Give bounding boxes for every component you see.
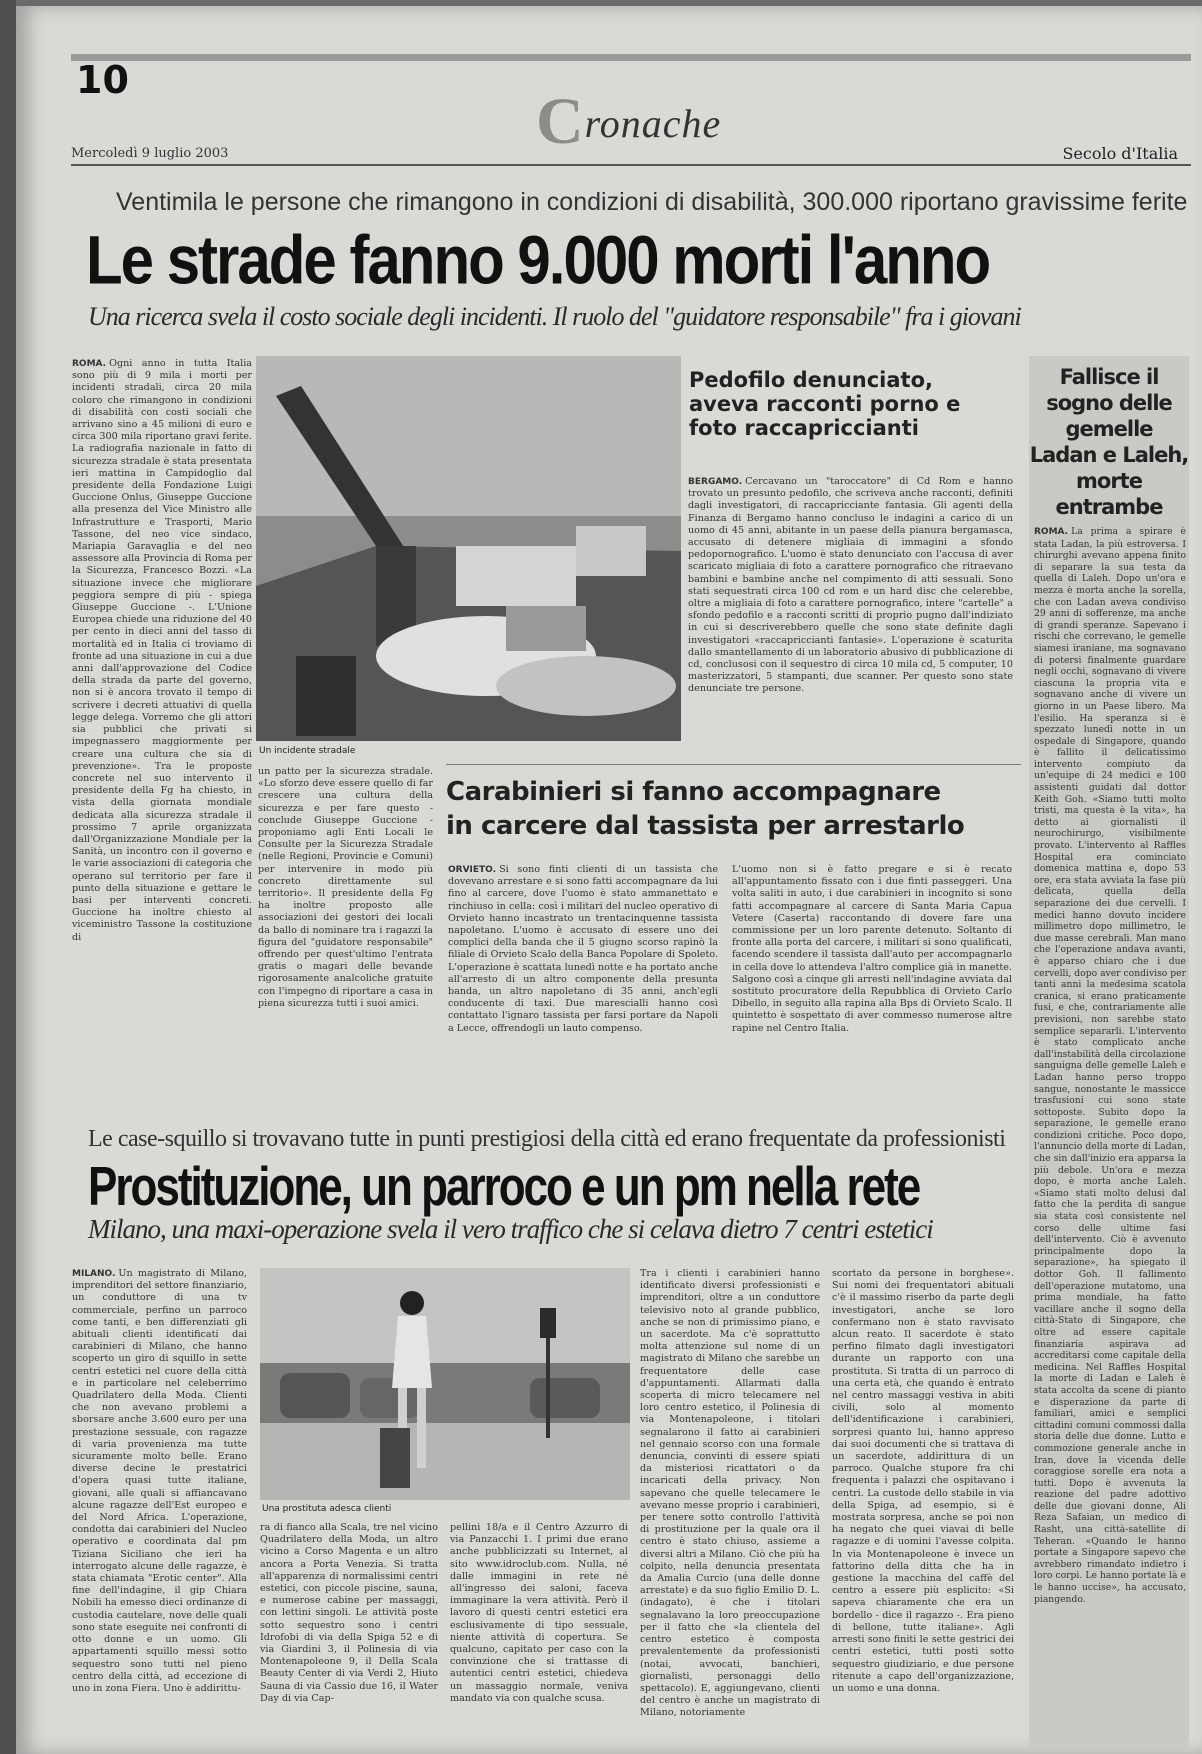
pedofilo-text: Cercavano un "taroccatore" di Cd Rom e hanno trovato un presunto pedofilo, che scriveva anche racconti, definiti dagli investigatori, di raccapricciante fantasia. Gli agenti della Finanza di Bergamo hanno concluso le indagini a carico di un uomo di 45 anni, abitante in un paese della pianura bergamasca, accusato di detenere migliaia di immagini a sfondo pedopornografico. L'uomo è stato denunciato con l'accusa di aver scaricato migliaia di foto a carattere pornografico che ritraevano bambini e bambine anche nel compimento di atti sessuali. Sono stati sequestrati circa 100 cd rom e un hard disc che celerebbe, oltre a migliaia di foto a carattere pornografico, intere "cartelle" a sfondo pedofilo e a racconti scritti di proprio pugno dall'indiziato in cui si descriverebbero quelle che sono state definite dagli investigatori «raccapriccianti fantasie». L'operazione è scaturita dallo smantellamento di un laboratorio abusivo di pubblicazione di cd, conclusosi con il sequestro di circa 10 mila cd, 5 computer, 10 masterizzatori, 5 stampanti, due scanner. Per questo sono state denunciate tre persone.	[688, 476, 1013, 695]
gemelle-article	[1034, 526, 1186, 1751]
prostituzione-text-2: ra di fianco alla Scala, tre nel vicino Quadrilatero della Moda, un altro vicino a Corso Magenta e un altro ancora a Porta Venezia. Si tratta all'apparenza di normalissimi centri estetici, con piccole piscine, sauna, e numerose cabine per massaggi, con lettini singoli. Le attività poste sotto sequestro sono i centri Idrofobi di via della Spiga 52 e di via Giardini 3, il Polinesia di via Montenapoleone 9, il Della Scala Beauty Center di via Verdi 2, Hiuto Sauna di via Cassio due 16, il Water Day di via Cap-	[260, 1522, 438, 1704]
dateline: Mercoledì 9 luglio 2003	[71, 146, 229, 161]
prostituzione-dateline: MILANO.	[72, 1269, 116, 1279]
prostituzione-text-1: Un magistrato di Milano, imprenditori del settore finanziario, un conduttore di una tv commerciale, perfino un parroco come tanti, e ben differenziati gli abituali clienti identificati dai carabinieri di Milano, che hanno scoperto un giro di squillo in sette centri estetici nel cuore della città e in particolare nel celeberrimo Quadrilatero della Moda. Clienti che non avevano problemi a sborsare anche 3.600 euro per una prestazione sessuale, con ragazze di varia provenienza ma tutte sicuramente molto belle. Erano diverse decine le prestatrici d'opera quasi tutte italiane, giovani, alle quali si affiancavano alcune ragazze dell'Est europeo e del Nord Africa. L'operazione, condotta dai carabinieri del Nucleo operativo e coordinata dal pm Tiziana Siciliano che ieri ha interrogato alcune delle ragazze, è stata chiamata "Erotic center". Alla fine dell'indagine, il gip Chiara Nobili ha emesso dieci ordinanze di custodia cautelare, nove delle quali sono state eseguite nei confronti di otto donne e un uomo. Gli appartamenti squillo messi sotto sequestro sono tutti nel pieno centro della città, ad eccezione di uno in zona Fiera. Uno è addirittu-	[72, 1268, 247, 1694]
newspaper-name: Secolo d'Italia	[1062, 144, 1178, 163]
prostitute-photo	[260, 1268, 630, 1500]
main-story-column-1	[72, 358, 252, 1083]
prostituzione-column-2	[260, 1522, 438, 1748]
top-bar	[71, 54, 1191, 61]
carabinieri-column-1	[448, 864, 718, 1084]
prostituzione-text-5: scortato da persone in borghese». Sui nomi dei frequentatori abituali c'è il massimo riserbo da parte degli investigatori, anche se loro confermano non è stato ravvisato alcun reato. Il sacerdote è stato perfino filmato dagli investigatori durante un rapporto con una prostituta. Si tratta di un parroco di una certa età, che quando è entrato nel centro massaggi vestiva in abiti civili, solo al momento dell'identificazione i carabinieri, sorpresi quanto lui, hanno appreso dai suoi documenti che si trattava di un sacerdote, addirittura di un parroco. Qualche stupore fra chi frequenta i palazzi che ospitavano i centri. La custode dello stabile in via della Spiga, ad esempio, si è mostrata sorpresa, anche se poi non ha negato che quei viavai di belle ragazze e di uomini l'avesse colpita. In via Montenapoleone è invece un fattorino della ditta che ha in gestione la macchina del caffè del centro a essere più esplicito: «Si sapeva chiaramente che era un bordello - dice il ragazzo -. Era pieno di bellone, tutte italiane». Agli arresti sono finiti le sette gestrici dei centri estetici, tutti posti sotto sequestro giudiziario, e due persone ritenute a capo dell'organizzazione, un uomo e una donna.	[832, 1268, 1014, 1694]
main-story-text-1: Ogni anno in tutta Italia sono più di 9 mila i morti per incidenti stradali, circa 20 mila coloro che rimangono in condizioni di disabilità con costi sociali che arrivano sino a 45 milioni di euro e circa 300 mila riportano gravi ferite. La radiografia nazionale in fatto di sicurezza stradale è stata presentata ieri mattina in Campidoglio dal presidente della Fondazione Luigi Guccione Onlus, Giuseppe Guccione alla presenza del Vice Ministro alle Infrastrutture e Trasporti, Mario Tassone, del neo vice sindaco, Mariapia Garavaglia e del neo assessore alla Provincia di Roma per la Sicurezza, Francesco Bozzi. «La situazione invece che migliorare peggiora sempre di più - spiega Giuseppe Guccione -. L'Unione Europea chiede una riduzione del 40 per cento in dieci anni del tasso di mortalità ed in Italia ci troviamo di fronte ad una situazione in cui a due anni dall'approvazione del Codice della strada da parte del governo, non si è ancora trovato il tempo di scrivere i decreti attuativi di quella legge delega. Vorremo che gli attori sia pubblici che privati si impegnassero maggiormente per creare una cultura che sia di prevenzione». Tra le proposte concrete nel suo intervento il presidente della Fg ha chiesto, in vista della giornata mondiale dedicata alla sicurezza stradale il prossimo 7 aprile organizzata dall'Organizzazione Mondiale per la Sanità, un incontro con il governo e le varie associazioni di categoria che operano sul territorio per fare il punto della situazione e gettare le basi per interventi concreti. Guccione ha inoltre chiesto al viceministro Tassone la costituzione di	[72, 358, 252, 943]
carabinieri-text-1: Si sono finti clienti di un tassista che dovevano arrestare e si sono fatti accompagnare da lui fino al carcere, dove l'uomo è stato ammanettato e rinchiuso in cella: così i militari del nucleo operativo di Orvieto hanno incastrato un trentacinquenne tassista napoletano. L'uomo è accusato di essere uno dei complici della banda che il 5 giugno scorso rapinò la filiale di Orvieto Scalo della Banca Popolare di Spoleto. L'operazione è scattata lunedì notte e ha portato anche all'arresto di un altro componente della presunta banda, un altro napoletano di 35 anni, anch'egli conducente di taxi. Due marescialli hanno così contattato l'ignaro tassista per farsi portare da Napoli a Lecce, offrendogli un lauto compenso.	[448, 864, 718, 1034]
section-rest: ronache	[584, 101, 722, 146]
binding-gutter	[0, 0, 16, 1754]
prostituzione-text-4: Tra i clienti i carabinieri hanno identificato diversi professionisti e imprenditori, oltre a un conduttore televisivo noto al grande pubblico, anche se non di primissimo piano, e un sacerdote. Ma c'è soprattutto molta attenzione sul nome di un magistrato di Milano che sarebbe un frequentatore delle case d'appuntamenti. Allarmati dalla scoperta di micro telecamere nel loro centro estetico, il Polinesia di via Montenapoleone, i titolari segnalarono il fatto ai carabinieri nel gennaio scorso con una formale denuncia, convinti di essere spiati da misteriosi ricattatori o da incaricati della privacy. Non sapevano che quelle telecamere le avevano messe proprio i carabinieri, per tenere sotto controllo l'attività di prostituzione per la quale ora il centro è stato chiuso, assieme a diversi altri a Milano. Ciò che più ha colpito, nella denuncia presentata da Amalia Curcio (una delle donne arrestate) e da suo figlio Emilio D. L. (indagato), è che i titolari segnalavano la loro preoccupazione per il fatto che «la clientela del centro estetico è composta prevalentemente da professionisti (notai, avvocati, banchieri, giornalisti, personaggi dello spettacolo). E, aggiungevano, clienti del centro è anche un magistrato di Milano, notoriamente	[640, 1268, 820, 1719]
main-kicker: Ventimila le persone che rimangono in condizioni di disabilità, 300.000 riportano gravissime ferite	[116, 188, 1188, 216]
pedofilo-headline: Pedofilo denunciato, aveva racconti porno e foto raccapriccianti	[689, 368, 961, 441]
prostituzione-column-4	[640, 1268, 820, 1748]
carabinieri-headline-line-1: Carabinieri si fanno accompagnare	[446, 777, 941, 807]
prostitute-photo-caption: Una prostituta adesca clienti	[262, 1504, 392, 1514]
pedofilo-dateline: BERGAMO.	[688, 477, 743, 487]
carabinieri-text-2: L'uomo non si è fatto pregare e si è recato all'appuntamento fissato con i due finti passeggeri. Una volta saliti in auto, i due carabinieri in incognito si sono fatti accompagnare al carcere di Santa Maria Capua Vetere (Caserta) raccontando di dovere fare una commissione per un loro parente detenuto. Soltanto di fronte alla porta del carcere, i militari si sono qualificati, facendo scendere il tassista dall'auto per accompagnarlo in cella dove lo attendeva l'altro complice già in manette. Salgono così a cinque gli arresti nell'indagine avviata dal sostituto procuratore della Repubblica di Orvieto Carlo Dibello, in seguito alla rapina alla Bps di Orvieto Scalo. Il quintetto è sospettato di aver commesso numerose altre rapine nel Centro Italia.	[732, 864, 1012, 1034]
prostituzione-text-3: pellini 18/a e il Centro Azzurro di via Panzacchi 1. I primi due erano anche pubblicizzati su Internet, al sito www.idroclub.com. Nulla, né dalle immagini in rete né all'ingresso dei saloni, faceva immaginare la vera attività. Però il lavoro di questi centri estetici era esclusivamente di tipo sessuale, niente attività di copertura. Se qualcuno, capitato per caso con la convinzione che si trattasse di autentici centri estetici, chiedeva un massaggio normale, veniva mandato via con qualche scusa.	[450, 1522, 628, 1704]
prostitute-photo-illustration	[260, 1268, 630, 1500]
pedofilo-article	[688, 476, 1013, 738]
section-initial: C	[536, 85, 585, 158]
page-number: 10	[76, 58, 129, 102]
main-story-column-2	[258, 766, 433, 1084]
header-rule	[71, 164, 1191, 166]
accident-photo-caption: Un incidente stradale	[259, 746, 356, 756]
section-title	[536, 84, 721, 160]
gemelle-headline: Fallisce il sogno delle gemelle Ladan e Laleh, morte entrambe	[1029, 365, 1189, 519]
prostituzione-column-5	[832, 1268, 1014, 1748]
main-headline: Le strade fanno 9.000 morti l'anno	[86, 221, 990, 299]
main-dateline: ROMA.	[72, 359, 107, 369]
prostituzione-column-3	[450, 1522, 628, 1748]
prostituzione-deck: Milano, una maxi-operazione svela il vero traffico che si celava dietro 7 centri estetici	[88, 1214, 933, 1244]
carabinieri-column-2	[732, 864, 1012, 1084]
carabinieri-dateline: ORVIETO.	[448, 865, 497, 875]
gemelle-dateline: ROMA.	[1034, 527, 1069, 537]
carabinieri-headline-line-2: in carcere dal tassista per arrestarlo	[446, 811, 965, 841]
main-story-text-2: un patto per la sicurezza stradale. «Lo sforzo deve essere quello di far crescere una cultura della sicurezza e per fare questo - conclude Giuseppe Guccione - proponiamo agli Enti Locali le Consulte per la Sicurezza Stradale (nelle Regioni, Provincie e Comuni) per intervenire in modo più concreto direttamente sul territorio». Il presidente della Fg ha inoltre proposto alle associazioni dei gestori dei locali da ballo di nominare tra i ragazzi la figura del "guidatore responsabile" offrendo per quest'ultimo l'entrata gratis o magari delle bevande rigorosamente analcoliche gratuite con l'impegno di riportare a casa in piena sicurezza tutti i suoi amici.	[258, 766, 433, 1009]
main-deck: Una ricerca svela il costo sociale degli incidenti. Il ruolo del "guidatore responsabile" fra i giovani	[88, 302, 1021, 331]
prostituzione-headline: Prostituzione, un parroco e un pm nella rete	[88, 1156, 920, 1218]
accident-photo	[256, 356, 681, 741]
separator-rule	[446, 764, 1021, 765]
gemelle-text: La prima a spirare è stata Ladan, la più estroversa. I chirurghi avevano appena finito di separare la sua testa da quella di Laleh. Dopo un'ora e mezza è morta anche la sorella, che con Ladan aveva condiviso 29 anni di sofferenze, ma anche di grandi speranze. Sapevano i rischi che correvano, le gemelle siamesi iraniane, ma sognavano di potersi finalmente guardare negli occhi, sognavano di vivere ciascuna la propria vita e sognavano anche di vivere un giorno in un Paese libero. Ma l'esilio. Ha speranza si è spezzato lunedì notte in un ospedale di Singapore, quando è fallito il delicatissimo intervento compiuto da un'equipe di 24 medici e 100 assistenti guidati dal dottor Keith Goh. «Siamo tutti molto tristi, ma questa è la vita», ha detto ai giornalisti il neurochirurgo, visibilmente provato. L'intervento al Raffles Hospital era cominciato domenica mattina e, dopo 53 ore, era stata avviata la fase più delicata, quella della separazione dei due cervelli. I medici hanno dovuto incidere millimetro dopo millimetro, le due masse cerebrali. Man mano che l'operazione andava avanti, è apparso chiaro che i due cervelli, dopo aver condiviso per tanti anni la medesima scatola cranica, si erano praticamente fusi, e che, contrariamente alle previsioni, non sarebbe stato semplice separarli. L'intervento è stato complicato anche dall'instabilità della circolazione sanguigna delle gemelle Laleh e Ladan hanno perso troppo sangue, nonostante le massicce trasfusioni cui sono state sottoposte. Subito dopo la separazione, le gemelle erano condizioni critiche. Poco dopo, l'annuncio della morte di Ladan, che sin dall'inizio era apparsa la più debole. Un'ora e mezza dopo, è morta anche Laleh. «Siamo stati molto delusi dal fatto che la perdita di sangue sia stata così consistente nel corso delle ultime fasi dell'intervento. Ciò è avvenuto principalmente dopo la separazione», ha spiegato il dottor Goh. Il fallimento dell'operazione mutatomo, una prima mondiale, ha fatto vacillare anche il sogno della città-Stato di Singapore, che oltre ad essere capitale finanziaria aspirava ad accreditarsi come capitale della medicina. Nel Raffles Hospital la morte di Ladan e Laleh è stata accolta da scene di pianto e disperazione da parte di familiari, amici e semplici cittadini comuni commossi dalla storia delle due donne. Lutto e commozione generale anche in Iran, dove la vicenda delle coraggiose sorelle era nota a tutti. Dopo è avvenuta la reazione del padre adottivo delle due giovani donne, Ali Reza Safaian, un medico di Rasht, una città-satellite di Teheran. «Quando le hanno portate a Singapore sapevo che avrebbero rimandato indietro i loro corpi. Le hanno portate là e le hanno uccise», ha accusato, piangendo.	[1034, 526, 1186, 1605]
accident-photo-illustration	[256, 356, 681, 741]
newspaper-page	[16, 6, 1202, 1754]
prostituzione-kicker: Le case-squillo si trovavano tutte in punti prestigiosi della città ed erano frequentate da professionisti	[88, 1126, 1006, 1152]
prostituzione-column-1	[72, 1268, 247, 1748]
